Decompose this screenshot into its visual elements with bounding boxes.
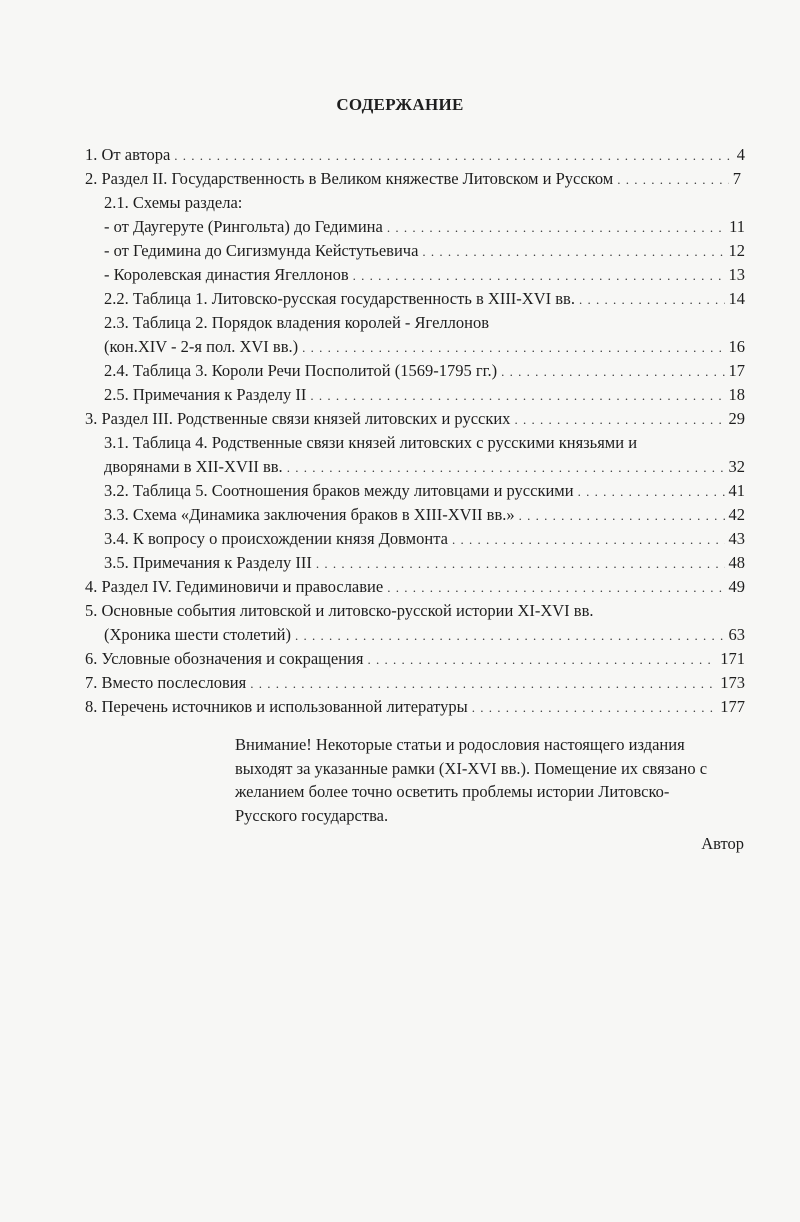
toc-entry-label: 4. Раздел IV. Гедиминовичи и православие xyxy=(85,577,384,596)
toc-entry xyxy=(85,647,745,671)
toc-leader-dots xyxy=(367,648,716,671)
toc-leader-dots xyxy=(310,384,724,407)
toc-entry xyxy=(85,167,741,191)
toc-leader-dots xyxy=(472,696,716,719)
toc-entry-page: 13 xyxy=(728,265,745,284)
toc-entry xyxy=(104,215,745,239)
toc-leader-dots xyxy=(302,336,724,359)
toc-entry-label: 2.2. Таблица 1. Литовско-русская государственность в XIII-XVI вв. xyxy=(104,289,575,308)
toc-entry xyxy=(104,551,745,575)
toc-entry-page: 12 xyxy=(728,241,745,260)
toc-entry-label: - Королевская династия Ягеллонов xyxy=(104,265,349,284)
toc-entry-page: 7 xyxy=(732,169,741,188)
toc-entry-label: 3. Раздел III. Родственные связи князей литовских и русских xyxy=(85,409,511,428)
toc-entry-label: 6. Условные обозначения и сокращения xyxy=(85,649,364,668)
toc-entry-label: дворянами в XII-XVII вв. xyxy=(104,457,283,476)
toc-entry-label: 3.1. Таблица 4. Родственные связи князей литовских с русскими князьями и xyxy=(104,433,638,452)
note-line: Русского государства. xyxy=(235,805,389,825)
toc-entry-label: 3.5. Примечания к Разделу III xyxy=(104,553,312,572)
toc-entry xyxy=(104,383,745,407)
toc-entry xyxy=(85,695,745,719)
toc-entry-label: 3.3. Схема «Динамика заключения браков в XIII-XVII вв.» xyxy=(104,505,515,524)
note-line: Внимание! Некоторые статьи и родословия настоящего издания xyxy=(235,735,685,754)
toc-entry xyxy=(104,287,745,311)
toc-entry-label: - от Даугеруте (Рингольта) до Гедимина xyxy=(104,217,383,236)
toc-entry-label: 1. От автора xyxy=(85,145,171,164)
toc-entry-label: 3.2. Таблица 5. Соотношения браков между литовцами и русскими xyxy=(104,481,574,500)
note-line: выходят за указанные рамки (XI-XVI вв.). Помещение их связано с xyxy=(235,758,708,778)
toc-leader-dots xyxy=(514,408,724,431)
toc-entry-label: 8. Перечень источников и использованной литературы xyxy=(85,697,468,716)
toc-entry xyxy=(104,527,745,551)
toc-entry-page: 29 xyxy=(728,409,745,428)
toc-entry xyxy=(104,191,745,215)
toc-entry xyxy=(85,599,745,623)
toc-entry-page: 18 xyxy=(728,385,745,404)
toc-entry xyxy=(85,407,745,431)
toc-leader-dots xyxy=(287,456,725,479)
toc-entry-page: 177 xyxy=(720,697,745,716)
toc-entry-page: 173 xyxy=(720,673,745,692)
toc-entry-label: - от Гедимина до Сигизмунда Кейстутьевича xyxy=(104,241,419,260)
toc-entry-page: 32 xyxy=(728,457,745,476)
toc-entry-page: 43 xyxy=(728,529,745,548)
toc-leader-dots xyxy=(519,504,725,527)
toc-leader-dots xyxy=(250,672,716,695)
toc-leader-dots xyxy=(387,216,725,239)
toc-entry-page: 16 xyxy=(728,337,745,356)
note-line: желанием более точно осветить проблемы истории Литовско- xyxy=(235,782,670,801)
toc-entry xyxy=(104,239,745,263)
toc-entry-label: 3.4. К вопросу о происхождении князя Довмонта xyxy=(104,529,448,548)
toc-entry-label: 7. Вместо послесловия xyxy=(85,673,247,692)
toc-entry-page: 48 xyxy=(728,553,745,572)
toc-entry-page: 171 xyxy=(720,649,745,668)
toc-entry xyxy=(104,503,745,527)
toc-leader-dots xyxy=(617,168,729,191)
toc-entry xyxy=(104,335,745,359)
toc-leader-dots xyxy=(501,360,724,383)
toc-entry-label: 2.1. Схемы раздела: xyxy=(104,193,243,212)
toc-entry xyxy=(104,263,745,287)
toc-entry-label: 2.4. Таблица 3. Короли Речи Посполитой (1569-1795 гг.) xyxy=(104,361,498,380)
toc-leader-dots xyxy=(353,264,725,287)
toc-entry xyxy=(104,623,745,647)
toc-entry-page: 49 xyxy=(728,577,745,596)
toc-leader-dots xyxy=(295,624,725,647)
toc-entry-label: (кон.XIV - 2-я пол. XVI вв.) xyxy=(104,337,299,356)
toc-leader-dots xyxy=(387,576,724,599)
toc-entry-label: 2. Раздел II. Государственность в Великом княжестве Литовском и Русском xyxy=(85,169,614,188)
toc-entry xyxy=(85,143,745,167)
toc-leader-dots xyxy=(316,552,725,575)
toc-leader-dots xyxy=(452,528,725,551)
toc-entry-page: 14 xyxy=(728,289,745,308)
toc-entry-page: 41 xyxy=(728,481,745,500)
toc-leader-dots xyxy=(579,288,725,311)
toc-entry-label: 2.3. Таблица 2. Порядок владения королей - Ягеллонов xyxy=(104,313,490,332)
toc-entry-page: 17 xyxy=(728,361,745,380)
toc-entry xyxy=(85,575,745,599)
toc-entry xyxy=(104,431,745,455)
toc-entry-page: 11 xyxy=(729,217,745,236)
author-signature: Автор xyxy=(701,834,744,853)
toc-entry-page: 63 xyxy=(728,625,745,644)
toc-entry-page: 4 xyxy=(736,145,745,164)
toc-leader-dots xyxy=(422,240,724,263)
toc-leader-dots xyxy=(174,144,732,167)
toc-entry xyxy=(104,359,745,383)
toc-entry-label: 5. Основные события литовской и литовско-русской истории XI-XVI вв. xyxy=(85,601,594,620)
toc-entry-page: 42 xyxy=(728,505,745,524)
toc-leader-dots xyxy=(578,480,725,503)
toc-entry xyxy=(104,455,745,479)
toc-entry xyxy=(104,479,745,503)
toc-entry xyxy=(85,671,745,695)
toc-entry-label: 2.5. Примечания к Разделу II xyxy=(104,385,307,404)
page-title: СОДЕРЖАНИЕ xyxy=(336,95,464,114)
attention-note xyxy=(235,733,755,827)
toc-entry-label: (Хроника шести столетий) xyxy=(104,625,291,644)
toc-entry xyxy=(104,311,745,335)
